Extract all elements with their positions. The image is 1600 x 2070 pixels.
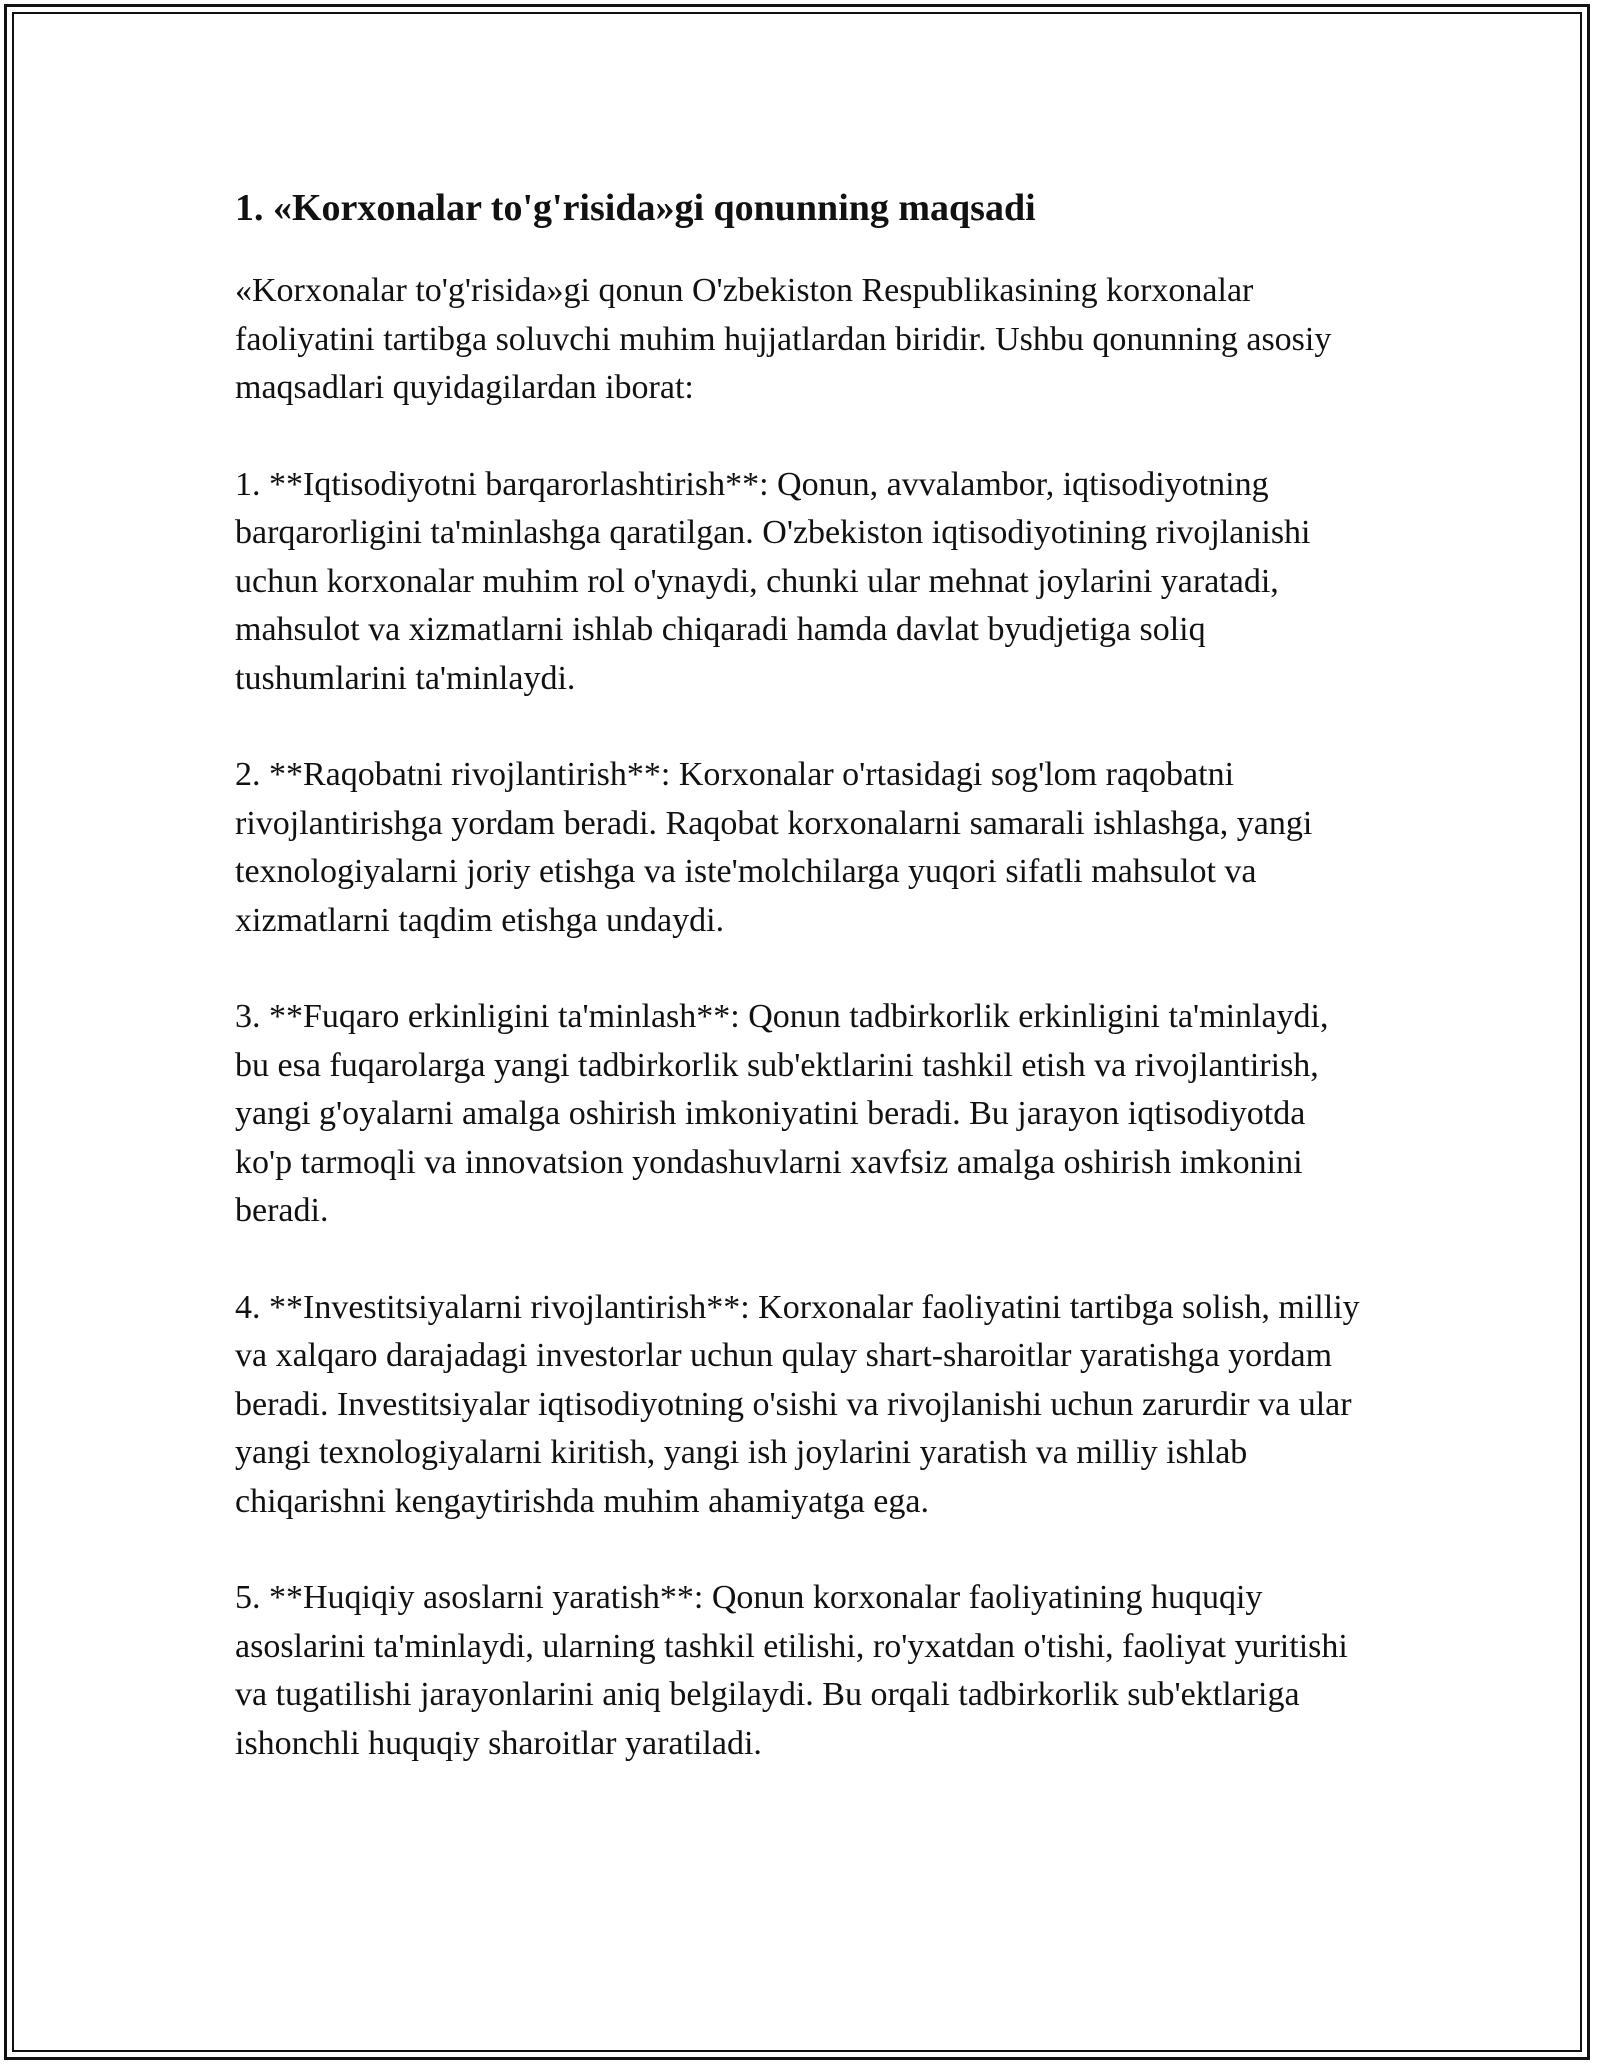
goal-paragraph-5: 5. **Huqiqiy asoslarni yaratish**: Qonun korxonalar faoliyatining huquqiy asoslarini ta'minlaydi, ularning tashkil etilishi, ro'yxatdan o'tishi, faoliyat yuritishi va tugatilishi jarayonlarini aniq belgilaydi. Bu orqali tadbirkorlik sub'ektlariga ishonchli huquqiy sharoitlar yaratiladi. [235, 1579, 1348, 1762]
document-title: 1. «Korxonalar to'g'risida»gi qonunning maqsadi [235, 187, 1036, 229]
goal-paragraph-1: 1. **Iqtisodiyotni barqarorlashtirish**: Qonun, avvalambor, iqtisodiyotning barqarorligini ta'minlashga qaratilgan. O'zbekiston iqtisodiyotining rivojlanishi uchun korxonalar muhim rol o'ynaydi, chunki ular mehnat joylarini yaratadi, mahsulot va xizmatlarni ishlab chiqaradi hamda davlat byudjetiga soliq tushumlarini ta'minlaydi. [235, 465, 1311, 697]
goal-paragraph-3: 3. **Fuqaro erkinligini ta'minlash**: Qonun tadbirkorlik erkinligini ta'minlaydi, bu esa fuqarolarga yangi tadbirkorlik sub'ektlarini tashkil etish va rivojlantirish, yangi g'oyalarni amalga oshirish imkoniyatini beradi. Bu jarayon iqtisodiyotda ko'p tarmoqli va innovatsion yondashuvlarni xavfsiz amalga oshirish imkonini beradi. [235, 998, 1329, 1229]
intro-paragraph: «Korxonalar to'g'risida»gi qonun O'zbekiston Respublikasining korxonalar faoliyatini tartibga soluvchi muhim hujjatlardan biridir. Ushbu qonunning asosiy maqsadlari quyidagilardan iborat: [235, 272, 1332, 406]
goal-paragraph-2: 2. **Raqobatni rivojlantirish**: Korxonalar o'rtasidagi sog'lom raqobatni rivojlantirishga yordam beradi. Raqobat korxonalarni samarali ishlashga, yangi texnologiyalarni joriy etishga va iste'molchilarga yuqori sifatli mahsulot va xizmatlarni taqdim etishga undaydi. [235, 756, 1313, 939]
document-body [235, 185, 1365, 1816]
goal-paragraph-4: 4. **Investitsiyalarni rivojlantirish**: Korxonalar faoliyatini tartibga solish, milliy va xalqaro darajadagi investorlar uchun qulay shart-sharoitlar yaratishga yordam beradi. Investitsiyalar iqtisodiyotning o'sishi va rivojlanishi uchun zarurdir va ular yangi texnologiyalarni kiritish, yangi ish joylarini yaratish va milliy ishlab chiqarishni kengaytirishda muhim ahamiyatga ega. [235, 1288, 1360, 1520]
